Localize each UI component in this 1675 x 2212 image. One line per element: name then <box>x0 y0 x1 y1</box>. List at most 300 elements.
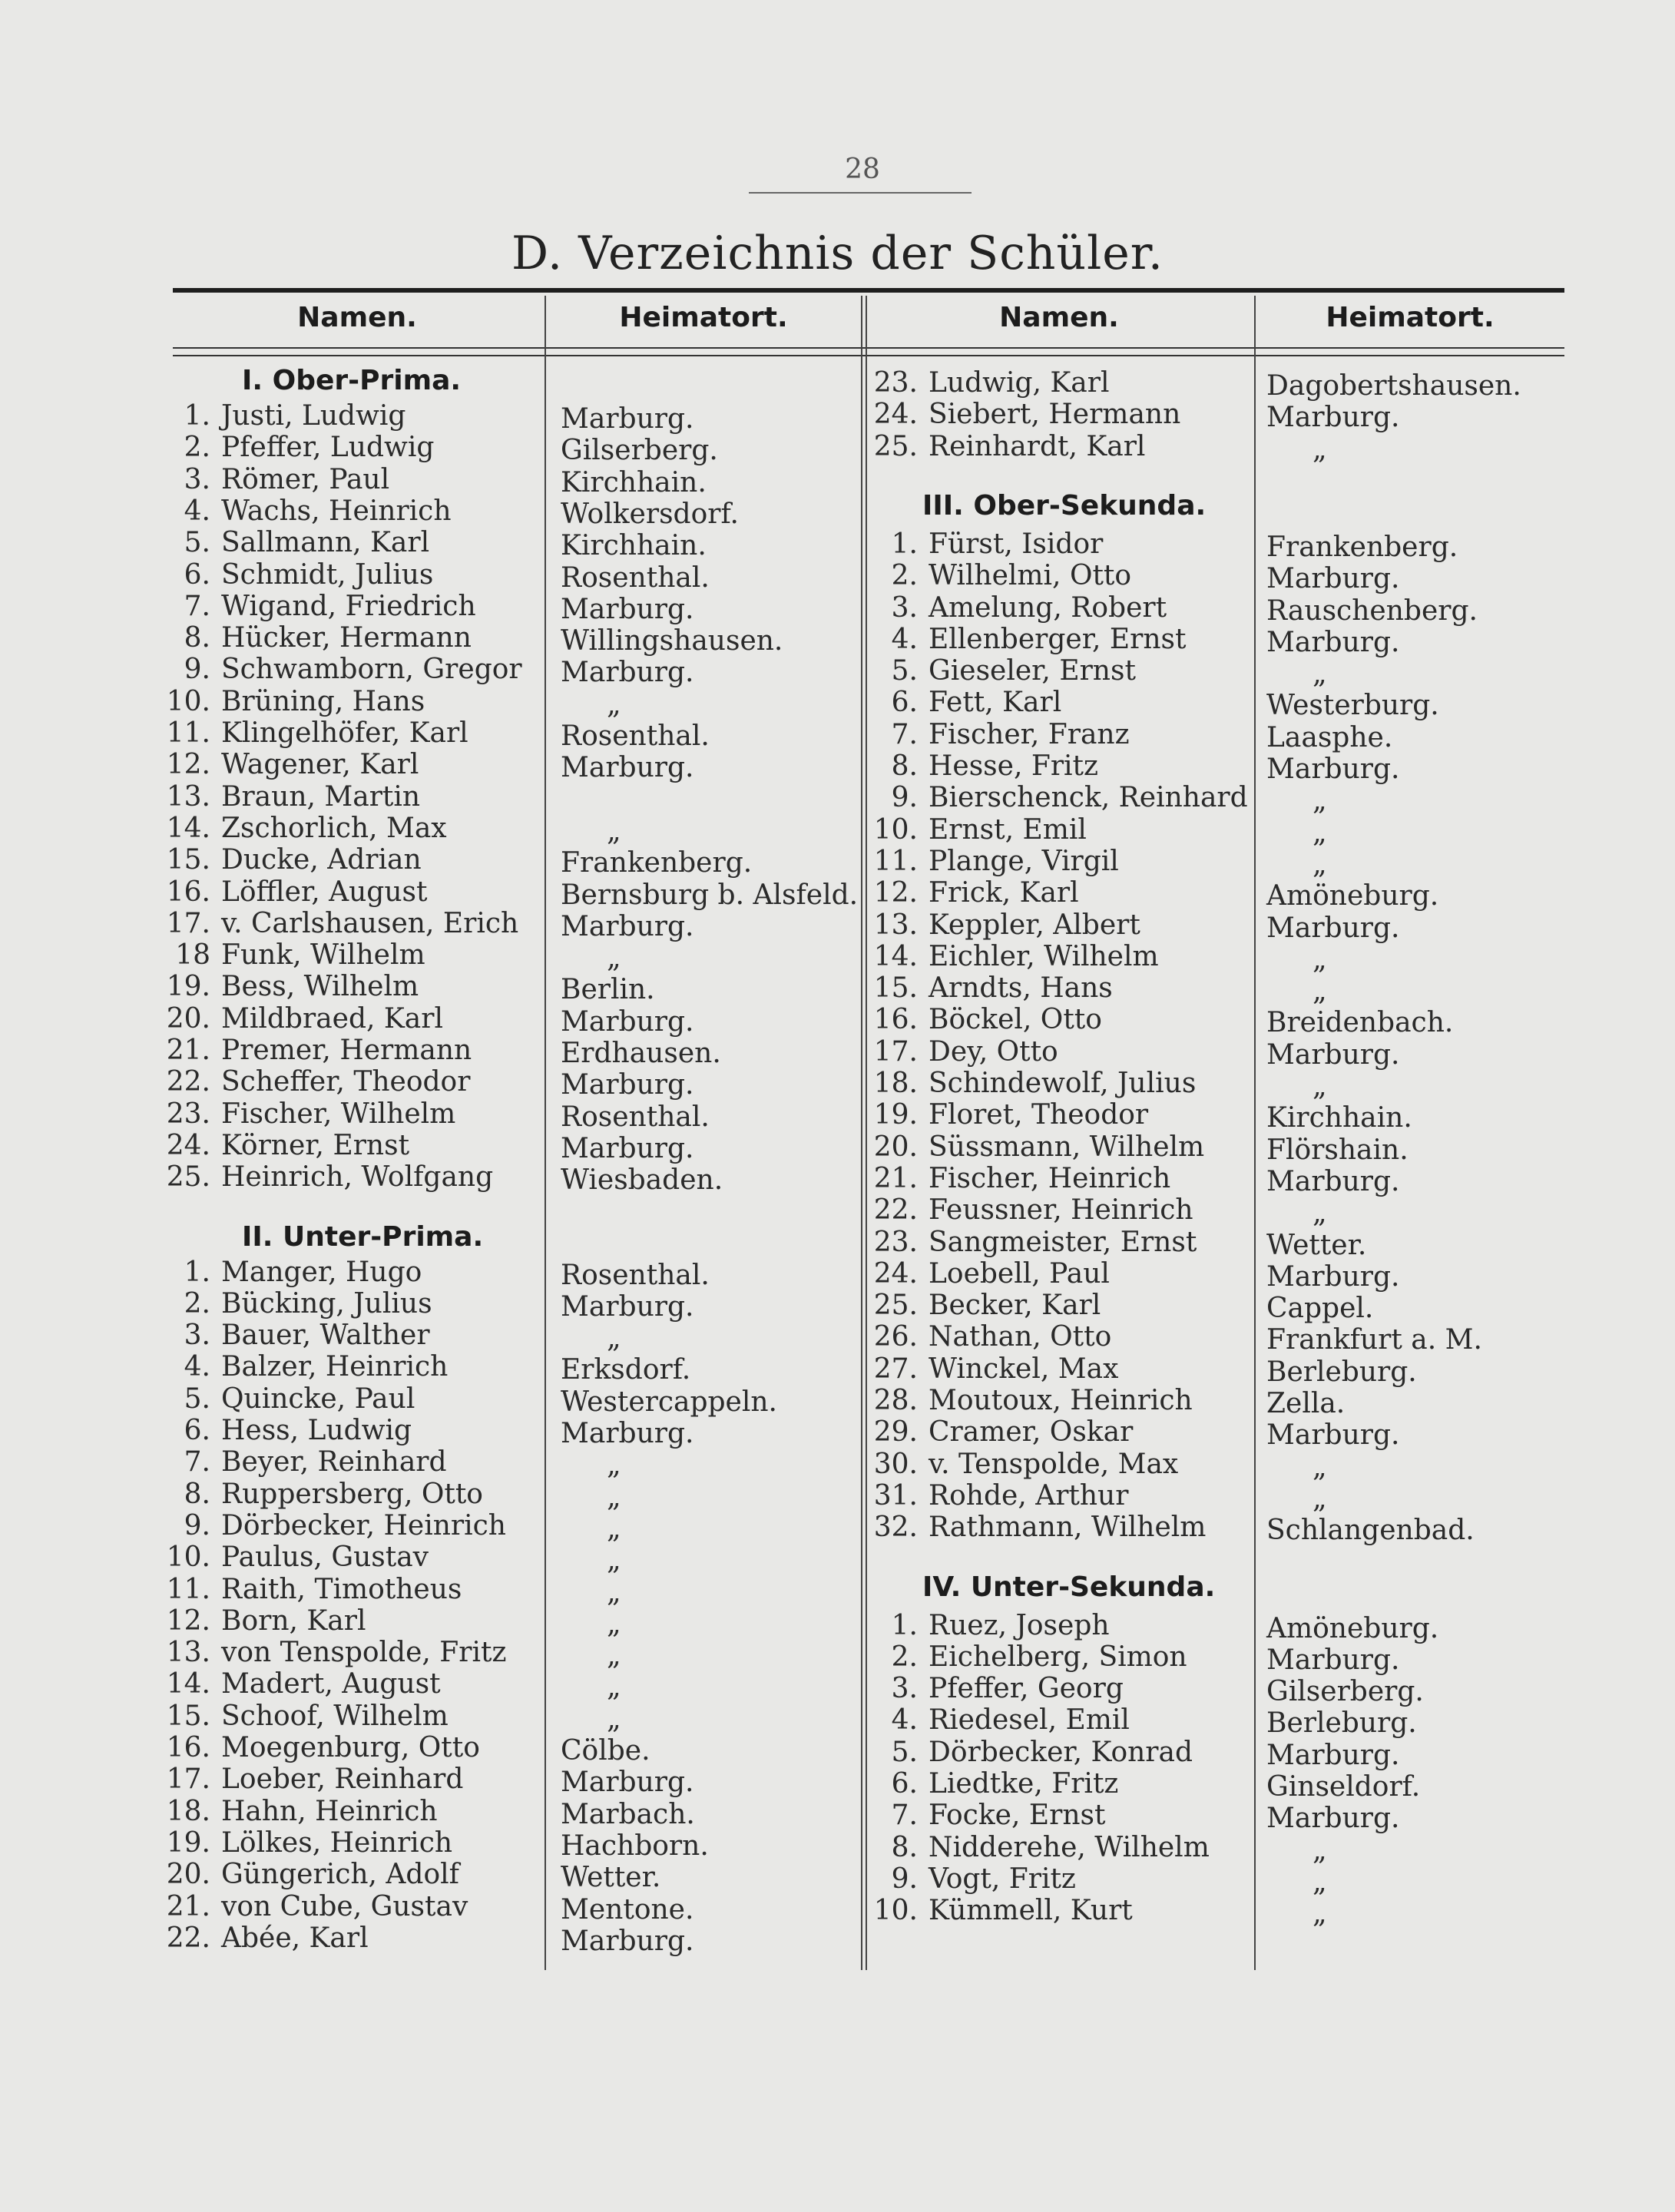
student-number: 3. <box>184 1320 210 1352</box>
student-hometown: Kirchhain. <box>1266 1102 1412 1134</box>
student-number: 4. <box>891 1704 918 1737</box>
student-name: Braun, Martin <box>221 780 421 813</box>
student-row <box>849 1131 1204 1164</box>
student-hometown: „ <box>607 1323 621 1355</box>
student-row <box>154 559 433 591</box>
student-number: 25. <box>873 1290 918 1322</box>
student-row <box>154 1859 459 1891</box>
student-number: 15. <box>166 844 210 876</box>
student-number: 1. <box>891 1609 918 1641</box>
student-number: 11. <box>166 717 210 749</box>
student-name: Loeber, Reinhard <box>221 1763 464 1796</box>
student-hometown: Gilserberg. <box>1266 1676 1424 1708</box>
student-row <box>154 971 419 1003</box>
student-number: 9. <box>891 1863 918 1895</box>
student-number: 20. <box>166 1859 210 1891</box>
student-hometown: Marbach. <box>561 1798 695 1830</box>
student-number: 6. <box>891 1768 918 1800</box>
student-hometown: Berleburg. <box>1266 1356 1417 1388</box>
student-name: Plange, Virgil <box>929 845 1119 877</box>
student-name: Cramer, Oskar <box>929 1416 1134 1449</box>
student-name: Siebert, Hermann <box>929 399 1181 431</box>
header-right-place: Heimatort. <box>1326 302 1495 333</box>
student-name: Dey, Otto <box>929 1035 1058 1068</box>
student-number: 32. <box>873 1512 918 1544</box>
student-name: v. Carlshausen, Erich <box>221 907 519 939</box>
student-number: 18. <box>166 1795 210 1827</box>
student-hometown: Rauschenberg. <box>1266 594 1478 627</box>
student-hometown: Marburg. <box>561 1290 694 1323</box>
student-number: 29. <box>873 1416 918 1449</box>
section-heading: III. Ober-Sekunda. <box>922 489 1207 522</box>
student-name: Rathmann, Wilhelm <box>929 1512 1207 1544</box>
student-row <box>154 400 406 432</box>
student-number: 13. <box>166 780 210 813</box>
student-name: Wagener, Karl <box>221 749 419 781</box>
student-number: 7. <box>891 718 918 750</box>
student-name: Raith, Timotheus <box>221 1573 462 1605</box>
student-hometown: „ <box>607 1576 621 1608</box>
student-name: Liedtke, Fritz <box>929 1768 1119 1800</box>
student-number: 5. <box>184 527 210 559</box>
student-name: Dörbecker, Heinrich <box>221 1509 506 1541</box>
student-number: 23. <box>873 1226 918 1258</box>
student-name: Nidderehe, Wilhelm <box>929 1831 1210 1863</box>
student-hometown: Wetter. <box>561 1862 661 1894</box>
section-heading: II. Unter-Prima. <box>242 1220 484 1253</box>
student-number: 16. <box>166 1732 210 1763</box>
student-hometown: „ <box>1313 1866 1327 1898</box>
student-number: 10. <box>873 1895 918 1927</box>
student-row <box>154 1446 447 1479</box>
header-bottom-rule-2 <box>173 355 1564 356</box>
student-hometown: Marburg. <box>561 1132 694 1164</box>
student-row <box>849 1163 1170 1195</box>
student-row <box>154 1541 429 1574</box>
student-row <box>849 560 1131 592</box>
student-number: 5. <box>891 1736 918 1768</box>
student-row <box>154 1035 472 1067</box>
student-name: Fett, Karl <box>929 687 1062 719</box>
student-row <box>849 1385 1193 1417</box>
student-row <box>154 654 522 686</box>
student-number: 7. <box>184 1446 210 1479</box>
student-hometown: Marburg. <box>561 1418 694 1449</box>
student-hometown: Marburg. <box>561 752 694 784</box>
section-heading: I. Ober-Prima. <box>242 365 462 396</box>
student-row <box>154 844 422 876</box>
student-name: Löffler, August <box>221 876 428 908</box>
student-number: 20. <box>873 1131 918 1163</box>
student-hometown: Laasphe. <box>1266 721 1393 753</box>
student-row <box>154 781 420 813</box>
student-hometown: Marburg. <box>561 1005 694 1038</box>
student-name: Ruppersberg, Otto <box>221 1478 483 1510</box>
student-row <box>849 1673 1124 1705</box>
student-name: Winckel, Max <box>929 1353 1119 1385</box>
student-number: 1. <box>184 400 210 432</box>
student-row <box>154 686 425 718</box>
student-row <box>154 1320 430 1352</box>
student-name: Gieseler, Ernst <box>929 655 1136 687</box>
student-row <box>154 939 425 972</box>
student-number: 3. <box>184 463 210 495</box>
student-name: Schindewolf, Julius <box>929 1068 1197 1099</box>
student-name: Riedesel, Emil <box>929 1704 1130 1737</box>
student-hometown: Marburg. <box>1266 402 1400 434</box>
student-hometown: Kirchhain. <box>561 466 707 498</box>
student-row <box>154 1257 422 1289</box>
student-name: Schmidt, Julius <box>221 558 434 591</box>
student-number: 13. <box>166 1637 210 1669</box>
student-number: 31. <box>873 1479 918 1512</box>
student-row <box>849 1512 1206 1544</box>
student-name: Lölkes, Heinrich <box>221 1826 453 1859</box>
student-row <box>154 1288 432 1320</box>
student-hometown: Flörshain. <box>1266 1134 1409 1166</box>
student-row <box>849 1641 1187 1674</box>
student-row <box>154 1763 463 1796</box>
student-number: 30. <box>873 1448 918 1480</box>
student-name: Fischer, Heinrich <box>929 1162 1171 1194</box>
student-number: 2. <box>891 1641 918 1673</box>
student-name: von Cube, Gustav <box>221 1890 468 1922</box>
student-name: Keppler, Albert <box>929 909 1140 941</box>
student-row <box>154 591 476 623</box>
student-hometown: Marburg. <box>1266 753 1400 785</box>
student-hometown: „ <box>1313 816 1327 849</box>
student-name: Schwamborn, Gregor <box>221 654 522 686</box>
student-name: Fischer, Franz <box>929 718 1130 750</box>
student-hometown: Frankfurt a. M. <box>1266 1324 1482 1356</box>
student-name: Sangmeister, Ernst <box>929 1226 1197 1258</box>
student-hometown: Marburg. <box>561 1925 694 1957</box>
student-row <box>849 1610 1110 1642</box>
column-divider-1 <box>545 296 546 1970</box>
student-hometown: „ <box>1313 1482 1327 1515</box>
student-number: 27. <box>873 1353 918 1385</box>
student-row <box>154 1637 506 1669</box>
student-number: 20. <box>166 1002 210 1035</box>
student-name: Quincke, Paul <box>221 1382 415 1415</box>
student-name: Wilhelmi, Otto <box>929 560 1132 592</box>
student-number: 16. <box>166 876 210 908</box>
student-row <box>154 495 452 528</box>
student-hometown: Marburg. <box>1266 1644 1400 1676</box>
student-row <box>154 1732 480 1764</box>
page-number: 28 <box>845 154 880 185</box>
student-number: 19. <box>166 1826 210 1859</box>
student-hometown: Wetter. <box>1266 1229 1367 1261</box>
student-name: Born, Karl <box>221 1604 366 1637</box>
student-number: 24. <box>873 399 918 431</box>
student-row <box>849 1290 1101 1322</box>
student-number: 9. <box>184 654 210 686</box>
student-name: Pfeffer, Ludwig <box>221 432 435 464</box>
student-name: Manger, Hugo <box>221 1256 422 1288</box>
student-name: Beyer, Reinhard <box>221 1446 447 1479</box>
student-row <box>849 1768 1118 1800</box>
student-row <box>154 1510 506 1542</box>
student-hometown: Mentone. <box>561 1893 694 1926</box>
student-number: 8. <box>891 1831 918 1863</box>
student-hometown: „ <box>1313 848 1327 880</box>
student-hometown: Westercappeln. <box>561 1386 777 1418</box>
student-hometown: Marburg. <box>1266 1803 1400 1835</box>
student-number: 12. <box>873 877 918 909</box>
student-row <box>154 432 434 464</box>
student-row <box>849 1737 1193 1769</box>
student-number: 17. <box>166 907 210 939</box>
student-hometown: Wiesbaden. <box>561 1164 723 1197</box>
student-hometown: Marburg. <box>561 1767 694 1799</box>
student-number: 8. <box>184 622 210 654</box>
student-row <box>849 1068 1196 1100</box>
student-number: 22. <box>166 1066 210 1098</box>
student-row <box>849 909 1140 942</box>
student-row <box>154 876 427 909</box>
student-hometown: Rosenthal. <box>561 1259 710 1291</box>
student-number: 6. <box>184 558 210 591</box>
student-name: Becker, Karl <box>929 1290 1101 1322</box>
student-number: 5. <box>184 1382 210 1415</box>
student-number: 6. <box>184 1415 210 1446</box>
student-number: 7. <box>184 590 210 622</box>
student-hometown: „ <box>1313 975 1327 1008</box>
student-row <box>849 941 1159 973</box>
student-hometown: Zella. <box>1266 1388 1346 1419</box>
page-title: D. Verzeichnis der Schüler. <box>511 227 1164 280</box>
student-number: 14. <box>166 812 210 844</box>
student-row <box>849 592 1167 624</box>
student-hometown: Berlin. <box>561 974 655 1006</box>
student-row <box>154 1700 449 1733</box>
student-hometown: „ <box>607 1640 621 1672</box>
student-hometown: Rosenthal. <box>561 561 710 594</box>
student-number: 3. <box>891 591 918 624</box>
student-row <box>154 1574 462 1606</box>
student-row <box>849 814 1087 846</box>
student-row <box>849 877 1079 909</box>
student-name: Heinrich, Wolfgang <box>221 1161 494 1194</box>
student-row <box>154 527 429 559</box>
student-hometown: Kirchhain. <box>561 530 707 562</box>
student-name: Schoof, Wilhelm <box>221 1700 449 1732</box>
student-row <box>849 528 1103 561</box>
student-hometown: Marburg. <box>1266 1739 1400 1771</box>
student-name: Bess, Wilhelm <box>221 971 419 1003</box>
student-row <box>154 1161 493 1194</box>
student-number: 5. <box>891 655 918 687</box>
student-number: 23. <box>873 367 918 399</box>
student-row <box>154 1351 448 1383</box>
student-row <box>849 367 1109 399</box>
student-row <box>849 1449 1178 1481</box>
student-number: 18 <box>175 939 210 972</box>
student-hometown: Frankenberg. <box>1266 531 1458 563</box>
student-name: Hess, Ludwig <box>221 1415 412 1446</box>
student-name: Rohde, Arthur <box>929 1479 1129 1512</box>
student-number: 28. <box>873 1385 918 1416</box>
student-hometown: Ginseldorf. <box>1266 1771 1421 1803</box>
student-row <box>849 1416 1133 1449</box>
student-row <box>849 1194 1193 1227</box>
student-name: Hahn, Heinrich <box>221 1795 438 1827</box>
student-number: 17. <box>873 1035 918 1068</box>
student-row <box>154 1003 443 1035</box>
student-name: Wigand, Friedrich <box>221 590 476 622</box>
student-number: 2. <box>891 560 918 592</box>
student-row <box>154 622 472 654</box>
student-number: 15. <box>166 1700 210 1732</box>
student-name: Justi, Ludwig <box>221 400 406 432</box>
student-hometown: Schlangenbad. <box>1266 1515 1475 1547</box>
header-right-name: Namen. <box>999 302 1119 333</box>
student-hometown: „ <box>607 1481 621 1513</box>
student-hometown: „ <box>607 1512 621 1545</box>
student-row <box>154 1668 441 1700</box>
student-hometown: Westerburg. <box>1266 690 1439 722</box>
student-number: 9. <box>891 782 918 814</box>
student-name: Klingelhöfer, Karl <box>221 717 468 749</box>
student-number: 10. <box>166 685 210 717</box>
student-hometown: Amöneburg. <box>1266 880 1439 912</box>
column-divider-3 <box>1254 296 1256 1970</box>
student-number: 8. <box>891 750 918 782</box>
student-hometown: Erdhausen. <box>561 1038 721 1069</box>
header-left-name: Namen. <box>297 302 417 333</box>
student-number: 1. <box>184 1256 210 1288</box>
student-hometown: Marburg. <box>1266 1038 1400 1071</box>
student-name: Böckel, Otto <box>929 1004 1102 1036</box>
student-hometown: Hachborn. <box>561 1830 709 1862</box>
student-row <box>154 1098 455 1131</box>
student-hometown: Amöneburg. <box>1266 1612 1439 1644</box>
student-name: Süssmann, Wilhelm <box>929 1131 1205 1163</box>
student-name: Funk, Wilhelm <box>221 939 425 972</box>
student-row <box>154 813 447 845</box>
student-hometown: „ <box>607 942 621 975</box>
student-hometown: Marburg. <box>1266 1260 1400 1293</box>
student-hometown: „ <box>1313 943 1327 975</box>
student-number: 25. <box>166 1161 210 1194</box>
student-row <box>154 1130 409 1162</box>
student-hometown: „ <box>1313 785 1327 817</box>
student-hometown: „ <box>607 1449 621 1482</box>
student-hometown: Marburg. <box>561 657 694 689</box>
student-row <box>154 1605 366 1637</box>
student-hometown: „ <box>607 1671 621 1704</box>
student-number: 10. <box>873 813 918 846</box>
student-hometown: „ <box>1313 1071 1327 1102</box>
student-hometown: Willingshausen. <box>561 625 783 657</box>
student-name: Sallmann, Karl <box>221 527 430 559</box>
student-name: Floret, Theodor <box>929 1099 1149 1131</box>
student-hometown: Marburg. <box>1266 912 1400 944</box>
student-number: 1. <box>891 528 918 560</box>
student-name: Abée, Karl <box>221 1922 369 1954</box>
student-number: 2. <box>184 432 210 464</box>
student-hometown: Gilserberg. <box>561 435 718 467</box>
student-number: 24. <box>873 1257 918 1290</box>
student-number: 24. <box>166 1129 210 1161</box>
student-number: 11. <box>873 845 918 877</box>
student-name: Ernst, Emil <box>929 813 1087 846</box>
student-number: 11. <box>166 1573 210 1605</box>
student-name: Hesse, Fritz <box>929 750 1098 782</box>
student-hometown: Berleburg. <box>1266 1707 1417 1740</box>
student-hometown: „ <box>607 1703 621 1735</box>
section-heading: IV. Unter-Sekunda. <box>922 1571 1216 1603</box>
header-bottom-rule <box>173 347 1564 349</box>
student-name: Vogt, Fritz <box>929 1863 1076 1895</box>
student-name: Kümmell, Kurt <box>929 1895 1133 1927</box>
student-number: 21. <box>873 1162 918 1194</box>
student-name: Mildbraed, Karl <box>221 1002 443 1035</box>
student-number: 22. <box>873 1194 918 1227</box>
student-row <box>849 655 1136 687</box>
student-row <box>154 1415 412 1447</box>
page-number-rule <box>749 192 972 194</box>
student-name: Wachs, Heinrich <box>221 495 452 527</box>
student-number: 4. <box>184 1351 210 1383</box>
student-number: 23. <box>166 1098 210 1130</box>
student-row <box>154 1479 483 1511</box>
student-number: 7. <box>891 1800 918 1832</box>
student-number: 3. <box>891 1673 918 1705</box>
student-hometown: Marburg. <box>1266 1419 1400 1452</box>
student-name: Güngerich, Adolf <box>221 1859 459 1891</box>
student-name: Körner, Ernst <box>221 1129 410 1161</box>
student-row <box>154 1827 452 1859</box>
student-hometown: Marburg. <box>561 1069 694 1101</box>
student-row <box>849 1036 1058 1068</box>
student-row <box>849 1800 1105 1832</box>
student-name: Moegenburg, Otto <box>221 1732 480 1763</box>
student-hometown: Marburg. <box>561 910 694 942</box>
student-hometown: „ <box>607 1608 621 1640</box>
student-hometown: Marburg. <box>1266 626 1400 658</box>
student-row <box>849 1227 1197 1259</box>
student-name: Bauer, Walther <box>221 1320 430 1352</box>
student-number: 15. <box>873 972 918 1005</box>
student-name: Eichler, Wilhelm <box>929 940 1159 972</box>
student-hometown: Erksdorf. <box>561 1354 691 1386</box>
student-hometown: „ <box>1313 1451 1327 1483</box>
student-name: Römer, Paul <box>221 463 390 495</box>
student-number: 2. <box>184 1287 210 1320</box>
student-number: 4. <box>184 495 210 527</box>
student-hometown: Rosenthal. <box>561 720 710 752</box>
student-name: v. Tenspolde, Max <box>929 1448 1179 1480</box>
student-name: Focke, Ernst <box>929 1800 1106 1832</box>
student-row <box>849 719 1130 751</box>
student-number: 18. <box>873 1068 918 1099</box>
student-name: Ruez, Joseph <box>929 1609 1110 1641</box>
student-name: Pfeffer, Georg <box>929 1673 1124 1705</box>
student-name: Amelung, Robert <box>929 591 1167 624</box>
student-name: Scheffer, Theodor <box>221 1066 471 1098</box>
student-row <box>154 717 468 750</box>
student-hometown: „ <box>607 815 621 847</box>
student-hometown: „ <box>607 688 621 720</box>
student-hometown: Rosenthal. <box>561 1101 710 1133</box>
student-row <box>849 782 1248 814</box>
student-hometown: Dagobertshausen. <box>1266 370 1521 402</box>
student-row <box>154 464 389 496</box>
student-number: 19. <box>166 971 210 1003</box>
student-name: Dörbecker, Konrad <box>929 1736 1193 1768</box>
